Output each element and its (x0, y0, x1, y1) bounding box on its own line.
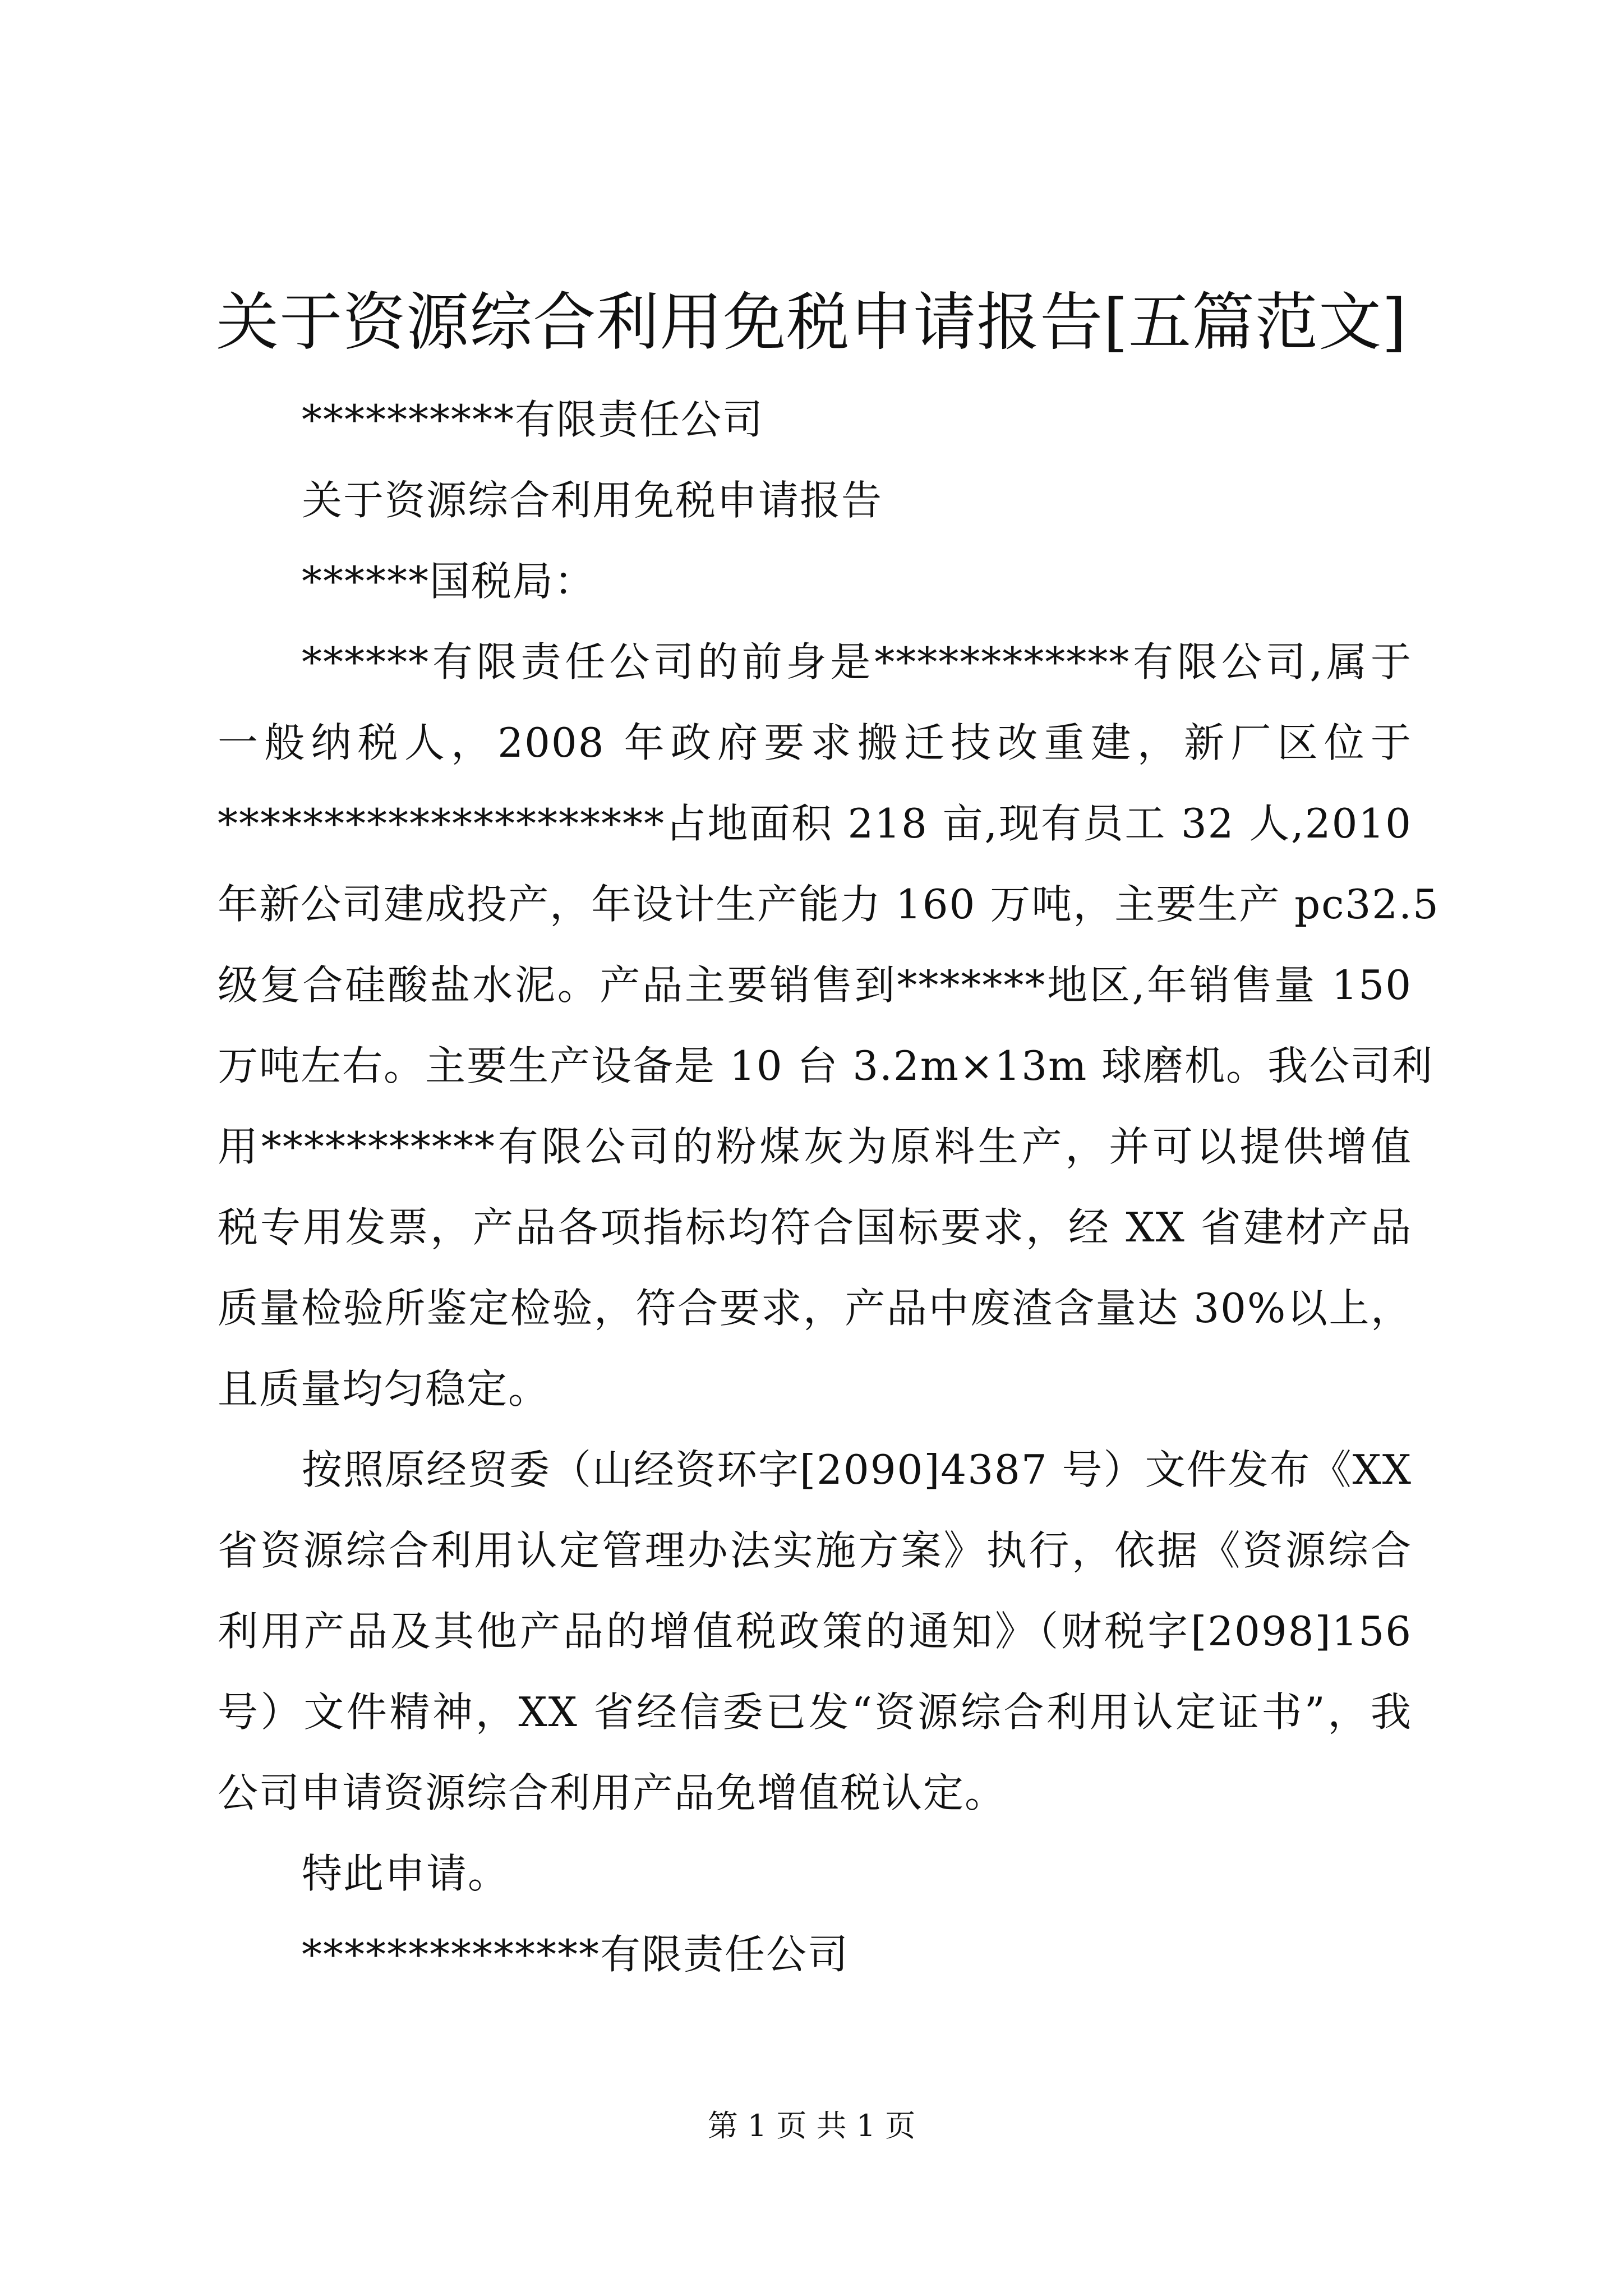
page-number: 第 1 页 共 1 页 (707, 2108, 916, 2143)
paragraph-line: 一般纳税人，2008 年政府要求搬迁技改重建，新厂区位于 (218, 719, 1412, 766)
paragraph-line: 利用产品及其他产品的增值税政策的通知》（财税字[2098]156 (218, 1608, 1412, 1655)
paragraph-line: 按照原经贸委（山经资环字[2090]4387 号）文件发布《XX (302, 1446, 1413, 1493)
closing-line: 特此申请。 (302, 1850, 510, 1897)
paragraph-line: 省资源综合利用认定管理办法实施方案》执行，依据《资源综合 (218, 1527, 1412, 1574)
paragraph-line: *********************占地面积 218 亩,现有员工 32 人,2010 (218, 800, 1412, 847)
company-name-line: **********有限责任公司 (302, 396, 764, 443)
paragraph-line: 号）文件精神，XX 省经信委已发“资源综合利用认定证书”，我 (218, 1688, 1412, 1736)
paragraph-line: 且质量均匀稳定。 (218, 1365, 550, 1412)
paragraph-line: 用***********有限公司的粉煤灰为原料生产，并可以提供增值 (218, 1123, 1412, 1170)
paragraph-line: 年新公司建成投产，年设计生产能力 160 万吨，主要生产 pc32.5 (218, 881, 1440, 928)
report-subject-line: 关于资源综合利用免税申请报告 (302, 477, 883, 524)
paragraph-line: ******有限责任公司的前身是************有限公司,属于 (302, 638, 1412, 685)
paragraph-line: 级复合硅酸盐水泥。产品主要销售到*******地区,年销售量 150 (218, 961, 1412, 1009)
paragraph-line: 万吨左右。主要生产设备是 10 台 3.2m×13m 球磨机。我公司利 (218, 1042, 1434, 1089)
document-body (218, 379, 1440, 1995)
paragraph-line: 公司申请资源综合利用产品免增值税认定。 (218, 1769, 1007, 1816)
signature-line: **************有限责任公司 (302, 1931, 850, 1978)
salutation-line: ******国税局： (302, 558, 596, 605)
paragraph-line: 税专用发票，产品各项指标均符合国标要求，经 XX 省建材产品 (218, 1204, 1412, 1251)
paragraph-line: 质量检验所鉴定检验，符合要求，产品中废渣含量达 30%以上， (218, 1285, 1412, 1332)
document-title: 关于资源综合利用免税申请报告[五篇范文] (216, 286, 1407, 359)
